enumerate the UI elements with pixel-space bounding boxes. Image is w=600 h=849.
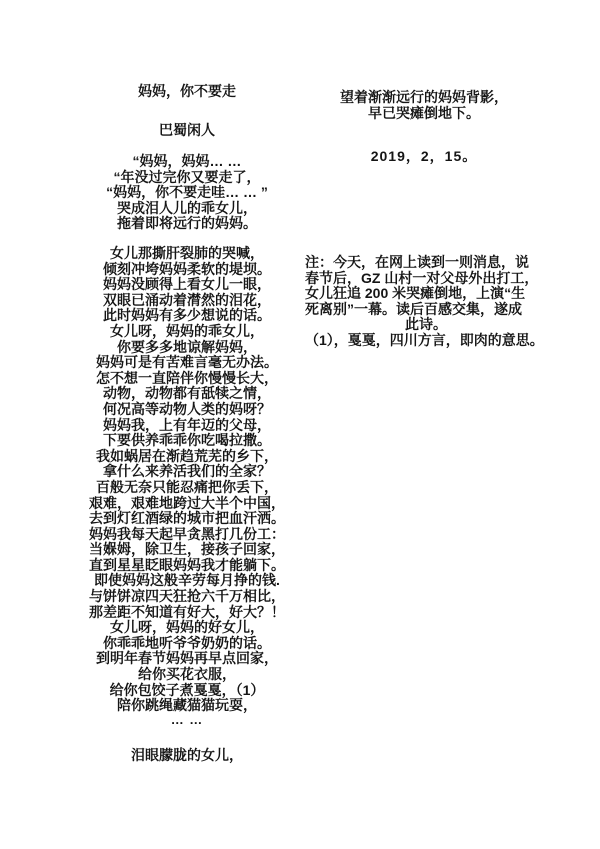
poem-closing-line: 泪眼朦胧的女儿，	[131, 747, 243, 763]
poem-line: 到明年春节妈妈再早点回家，	[96, 650, 278, 667]
poem-author: 巴蜀闲人	[159, 122, 215, 138]
poem-line: 百般无奈只能忍痛把你丢下，	[96, 478, 278, 495]
poem-line: 我如蜗居在渐趋荒芜的乡下，	[96, 447, 278, 464]
poem-line: 早已哭瘫倒地下。	[368, 104, 480, 121]
poem-line: 拖着即将远行的妈妈。	[117, 215, 257, 232]
poem-line: 妈妈可是有苦难言毫无办法。	[96, 354, 278, 371]
poem-title: 妈妈，你不要走	[138, 83, 236, 99]
poem-line: “年没过完你又要走了，	[113, 168, 261, 185]
poem-line: 倾刻冲垮妈妈柔软的堤坝。	[103, 260, 271, 277]
note-line: 此诗。	[405, 316, 447, 333]
poem-date: 2019，2，15。	[370, 148, 478, 164]
poem-line: 直到星星眨眼妈妈我才能躺下。	[89, 556, 285, 573]
note-line: （1），戛戛，四川方言，即肉的意思。	[305, 331, 544, 348]
poem-line: 女儿呀，妈妈的好女儿，	[110, 619, 264, 636]
note-line: 女儿狂追 200 米哭瘫倒地，上演“生	[305, 285, 526, 302]
poem-line: 即使妈妈这般辛劳每月挣的钱.	[94, 572, 280, 589]
poem-line: 下要供养乖乖你吃喝拉撒。	[103, 432, 271, 449]
poem-line: 你乖乖地听爷爷奶奶的话。	[103, 634, 271, 651]
poem-line: 此时妈妈有多少想说的话。	[103, 307, 271, 324]
poem-line: 拿什么来养活我们的全家？	[103, 463, 271, 480]
poem-line: 给你买花衣服，	[138, 666, 236, 683]
note-line: 春节后，GZ 山村一对父母外出打工，	[305, 269, 539, 286]
poem-line: 当媬姆，除卫生，接孩子回家，	[89, 541, 285, 558]
poem-line: “妈妈，妈妈… …	[132, 153, 242, 169]
poem-line: 何况高等动物人类的妈呀？	[103, 400, 271, 417]
poem-line: 动物，动物都有舐犊之情，	[103, 385, 271, 402]
poem-ellipsis: … …	[170, 712, 204, 727]
poem-line: 女儿那撕肝裂肺的哭喊，	[110, 245, 264, 261]
poem-line: 妈妈没顾得上看女儿一眼，	[103, 276, 271, 293]
author-note	[305, 255, 547, 349]
poem-continuation	[300, 90, 548, 121]
poem-line: 哭成泪人儿的乖女儿，	[117, 199, 257, 216]
poem-line: 妈妈我每天起早贪黑打几份工：	[89, 525, 285, 542]
poem-line: 女儿呀，妈妈的乖女儿，	[110, 322, 264, 339]
poem-line: 给你包饺子煮戛戛，（1）	[109, 681, 265, 698]
poem-line: 望着渐渐远行的妈妈背影，	[340, 89, 508, 105]
poem-line: 那差距不知道有好大，好大？！	[89, 603, 285, 620]
poem-line: 去到灯红酒绿的城市把血汗洒。	[89, 510, 285, 527]
poem-line: 妈妈我，上有年迈的父母，	[103, 416, 271, 433]
poem-line: 双眼已涌动着潸然的泪花，	[103, 291, 271, 308]
poem-stanza-1	[36, 154, 338, 232]
note-line: 注：今天，在网上读到一则消息，说	[305, 254, 529, 270]
note-line: 死离别”一幕。读后百感交集，遂成	[305, 300, 522, 317]
poem-line: 怎不想一直陪伴你慢慢长大，	[96, 369, 278, 386]
poem-line: 陪你跳绳藏猫猫玩耍，	[117, 697, 257, 714]
poem-stanza-2	[36, 246, 338, 714]
poem-line: “妈妈，你不要走哇… … ”	[106, 184, 268, 201]
poem-line: 艰难，艰难地跨过大半个中国，	[89, 494, 285, 511]
poem-line: 你要多多地谅解妈妈，	[117, 338, 257, 355]
poem-line: 与饼饼凉四天狂抢六千万相比，	[89, 588, 285, 605]
